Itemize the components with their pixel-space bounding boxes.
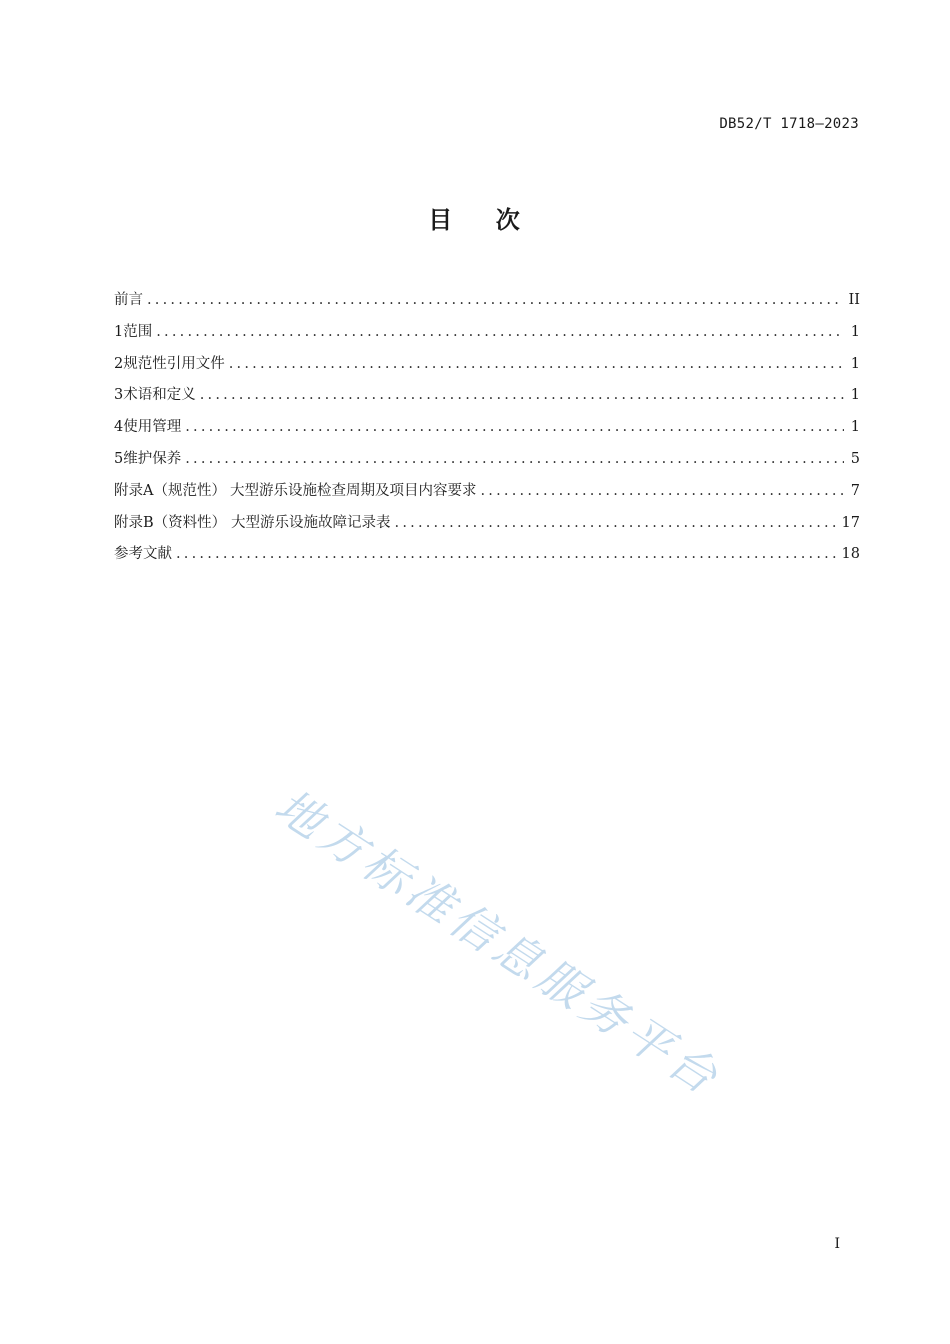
toc-entry-label: 参考文献 [114,546,172,563]
toc-leader-dots [147,292,843,308]
toc-entry-subtitle: 大型游乐设施故障记录表 [231,514,391,531]
toc-entry-terms-definitions[interactable] [114,383,860,415]
toc-leader-dots [200,387,844,403]
toc-entry-appendix-a[interactable] [114,479,860,511]
toc-entry-label: 术语和定义 [123,387,196,404]
toc-entry-page: II [848,292,860,308]
toc-leader-dots [395,515,836,531]
toc-entry-number: 4 [114,419,124,436]
watermark: 地方标准信息服务平台 [265,778,732,1107]
toc-entry-label: 附录A（规范性） [114,482,226,499]
toc-entry-number: 2 [114,355,124,372]
toc-entry-scope[interactable] [114,320,860,352]
table-of-contents [114,288,860,574]
toc-entry-label: 规范性引用文件 [123,355,225,372]
toc-entry-maintenance[interactable] [114,447,860,479]
toc-entry-label: 前言 [114,292,143,308]
toc-entry-page: 7 [850,482,860,499]
document-id: DB52/T 1718—2023 [719,116,859,132]
toc-entry-label: 维护保养 [123,450,182,467]
toc-leader-dots [156,324,844,340]
toc-entry-page: 17 [841,514,860,531]
toc-entry-number: 3 [114,387,124,404]
toc-leader-dots [185,419,844,435]
toc-entry-number: 5 [114,450,124,467]
toc-entry-page: 1 [850,355,860,372]
toc-entry-page: 18 [841,546,860,563]
toc-entry-subtitle: 大型游乐设施检查周期及项目内容要求 [229,482,477,499]
toc-entry-page: 1 [850,419,860,436]
toc-entry-page: 5 [850,450,860,467]
page-title: 目 次 [428,206,522,234]
toc-entry-page: 1 [850,387,860,404]
toc-entry-appendix-b[interactable] [114,511,860,543]
toc-leader-dots [229,356,844,372]
toc-entry-label: 范围 [123,323,153,340]
toc-entry-label: 附录B（资料性） [114,514,227,531]
toc-leader-dots [480,483,844,499]
toc-entry-use-management[interactable] [114,415,860,447]
toc-entry-bibliography[interactable] [114,542,860,574]
toc-entry-page: 1 [850,323,860,340]
toc-entry-normative-references[interactable] [114,352,860,384]
toc-leader-dots [185,451,844,467]
toc-leader-dots [176,546,836,562]
toc-entry-number: 1 [114,323,124,340]
page-number: I [834,1236,840,1252]
toc-entry-foreword[interactable] [114,288,860,320]
toc-entry-label: 使用管理 [123,419,182,436]
